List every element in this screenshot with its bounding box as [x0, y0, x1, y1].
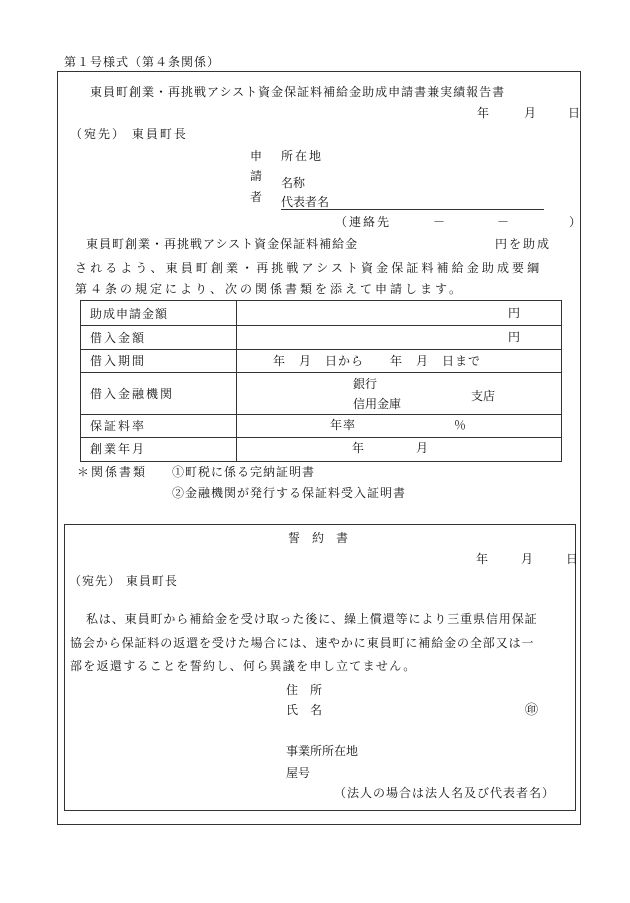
pledge-name-label: 氏 名 — [286, 703, 323, 717]
table-label-loan-amount: 借入金額 — [90, 331, 147, 345]
contact-dash-2: － — [497, 215, 510, 229]
name-label: 名称 — [281, 176, 306, 190]
contact-label: （連絡先 — [335, 215, 392, 229]
form-title: 東員町創業・再挑戦アシスト資金保証料補給金助成申請書兼実績報告書 — [90, 85, 506, 99]
contact-dash-1: － — [433, 215, 446, 229]
pledge-addressee: （宛先） 東員町長 — [69, 574, 178, 588]
table-label-guarantee-rate: 保証料率 — [90, 419, 147, 433]
address-label: 所在地 — [281, 149, 324, 163]
table-row-divider — [81, 437, 561, 438]
applicant-char-2: 請 — [250, 169, 263, 183]
pledge-trade-name-label: 屋号 — [286, 766, 311, 780]
date-day: 日 — [568, 106, 581, 120]
table-value-percent: ％ — [454, 418, 467, 432]
table-row-divider — [81, 372, 561, 373]
pledge-body-line-2: 協会から保証料の返還を受けた場合には、速やかに東員町に補給金の全部又は一 — [70, 636, 535, 650]
table-value-grant-amount: 円 — [508, 306, 521, 320]
table-label-grant-amount: 助成申請金額 — [90, 307, 169, 321]
documents-item-2: ②金融機関が発行する保証料受入証明書 — [172, 486, 407, 500]
table-value-credit-union: 信用金庫 — [353, 397, 402, 411]
table-value-branch: 支店 — [471, 389, 496, 403]
table-row-divider — [81, 349, 561, 350]
representative-label: 代表者名 — [281, 195, 330, 209]
pledge-body-line-3: 部を返還することを誓約し、何ら異議を申し立てません。 — [70, 659, 417, 673]
body-line-1: 東員町創業・再挑戦アシスト資金保証料補給金 — [86, 237, 359, 251]
contact-close: ） — [569, 215, 582, 229]
table-value-annual-rate: 年率 — [330, 418, 357, 432]
table-value-loan-period: 年 月 日から 年 月 日まで — [273, 354, 482, 368]
table-label-loan-period: 借入期間 — [90, 354, 147, 368]
table-label-lender: 借入金融機関 — [90, 387, 175, 401]
pledge-address-label: 住 所 — [286, 683, 323, 697]
body-line-3: 第４条の規定により、次の関係書類を添えて申請します。 — [75, 282, 465, 296]
date-month: 月 — [524, 106, 537, 120]
addressee: （宛先） 東員町長 — [70, 127, 188, 141]
table-label-founding-date: 創業年月 — [90, 442, 147, 456]
table-value-loan-amount: 円 — [508, 330, 521, 344]
pledge-date-day: 日 — [566, 552, 579, 566]
pledge-note: （法人の場合は法人名及び代表者名） — [334, 786, 556, 800]
body-line-1-yen: 円を助成 — [495, 237, 552, 251]
seal-mark: ㊞ — [525, 703, 539, 718]
pledge-title: 誓 約 書 — [288, 531, 349, 545]
pledge-office-label: 事業所所在地 — [286, 744, 359, 758]
pledge-body-line-1: 私は、東員町から補給金を受け取った後に、繰上償還等により三重県信用保証 — [86, 612, 538, 626]
documents-label: ＊関係書類 — [77, 465, 148, 479]
representative-underline — [281, 209, 544, 210]
date-year: 年 — [477, 106, 490, 120]
pledge-date-month: 月 — [521, 552, 534, 566]
table-value-founding-month: 月 — [416, 441, 429, 455]
applicant-char-1: 申 — [250, 149, 263, 163]
applicant-char-3: 者 — [250, 190, 263, 204]
table-row-divider — [81, 414, 561, 415]
table-row-divider — [81, 325, 561, 326]
table-value-bank: 銀行 — [353, 377, 378, 391]
form-number: 第１号様式（第４条関係） — [64, 55, 221, 69]
body-line-2: されるよう、東員町創業・再挑戦アシスト資金保証料補給金助成要綱 — [75, 261, 543, 275]
table-value-founding-year: 年 — [352, 441, 365, 455]
application-table — [80, 300, 562, 462]
documents-item-1: ①町税に係る完納証明書 — [172, 465, 316, 479]
pledge-date-year: 年 — [476, 552, 489, 566]
